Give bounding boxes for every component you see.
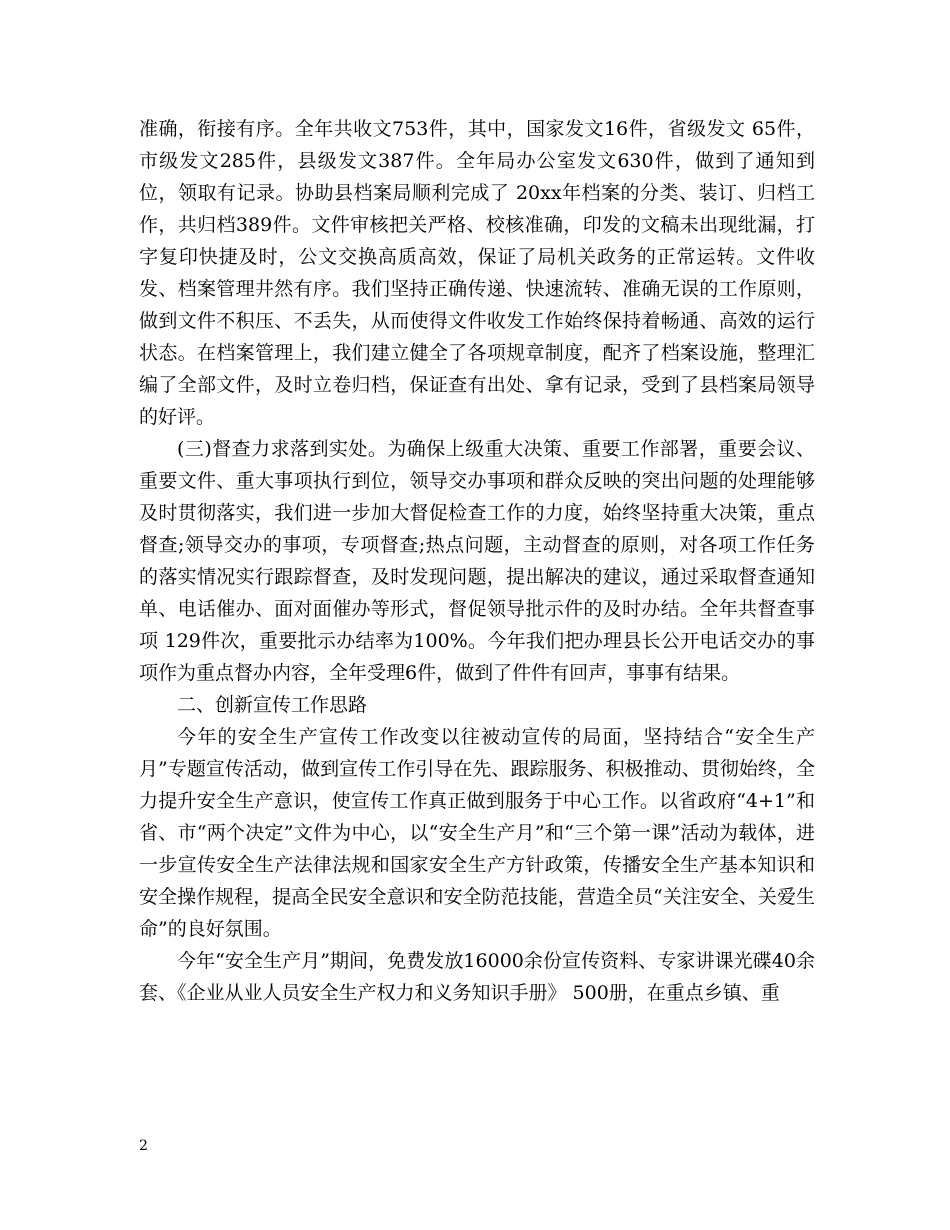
page-number: 2 (139, 1138, 148, 1154)
document-body (139, 113, 815, 1009)
paragraph-supervision: (三)督查力求落到实处。为确保上级重大决策、重要工作部署，重要会议、重要文件、重大事项执行到位，领导交办事项和群众反映的突出问题的处理能够及时贯彻落实，我们进一步加大督促检查工作的力度，始终坚持重大决策，重点督查;领导交办的事项，专项督查;热点问题，主动督查的原则，对各项工作任务的落实情况实行跟踪督查，及时发现问题，提出解决的建议，通过采取督查通知单、电话催办、面对面催办等形式，督促领导批示件的及时办结。全年共督查事项 129件次，重要批示办结率为100%。今年我们把办理县长公开电话交办的事项作为重点督办内容，全年受理6件，做到了件件有回声，事事有结果。 (139, 438, 815, 684)
section-heading-publicity: 二、创新宣传工作思路 (177, 694, 368, 716)
paragraph-safety-publicity: 今年的安全生产宣传工作改变以往被动宣传的局面，坚持结合“安全生产月”专题宣传活动，做到宣传工作引导在先、跟踪服务、积极推动、贯彻始终，全力提升安全生产意识，使宣传工作真正做到服务于中心工作。以省政府“4+1”和省、市“两个决定”文件为中心，以“安全生产月”和“三个第一课”活动为载体，进一步宣传安全生产法律法规和国家安全生产方针政策，传播安全生产基本知识和安全操作规程，提高全民安全意识和安全防范技能，营造全员“关注安全、关爱生命”的良好氛围。 (139, 726, 815, 940)
paragraph-archive-management: 准确，衔接有序。全年共收文753件，其中，国家发文16件，省级发文 65件，市级发文285件，县级发文387件。全年局办公室发文630件，做到了通知到位，领取有记录。协助县档案局顺利完成了 20xx年档案的分类、装订、归档工作，共归档389件。文件审核把关严格、校核准确，印发的文稿未出现纰漏，打字复印快捷及时，公文交换高质高效，保证了局机关政务的正常运转。文件收发、档案管理井然有序。我们坚持正确传递、快速流转、准确无误的工作原则，做到文件不积压、不丢失，从而使得文件收发工作始终保持着畅通、高效的运行状态。在档案管理上，我们建立健全了各项规章制度，配齐了档案设施，整理汇编了全部文件，及时立卷归档，保证查有出处、拿有记录，受到了县档案局领导的好评。 (139, 118, 815, 428)
paragraph-safety-month: 今年“安全生产月”期间，免费发放16000余份宣传资料、专家讲课光碟40余套、《企业从业人员安全生产权力和义务知识手册》 500册，在重点乡镇、重 (139, 950, 815, 1004)
